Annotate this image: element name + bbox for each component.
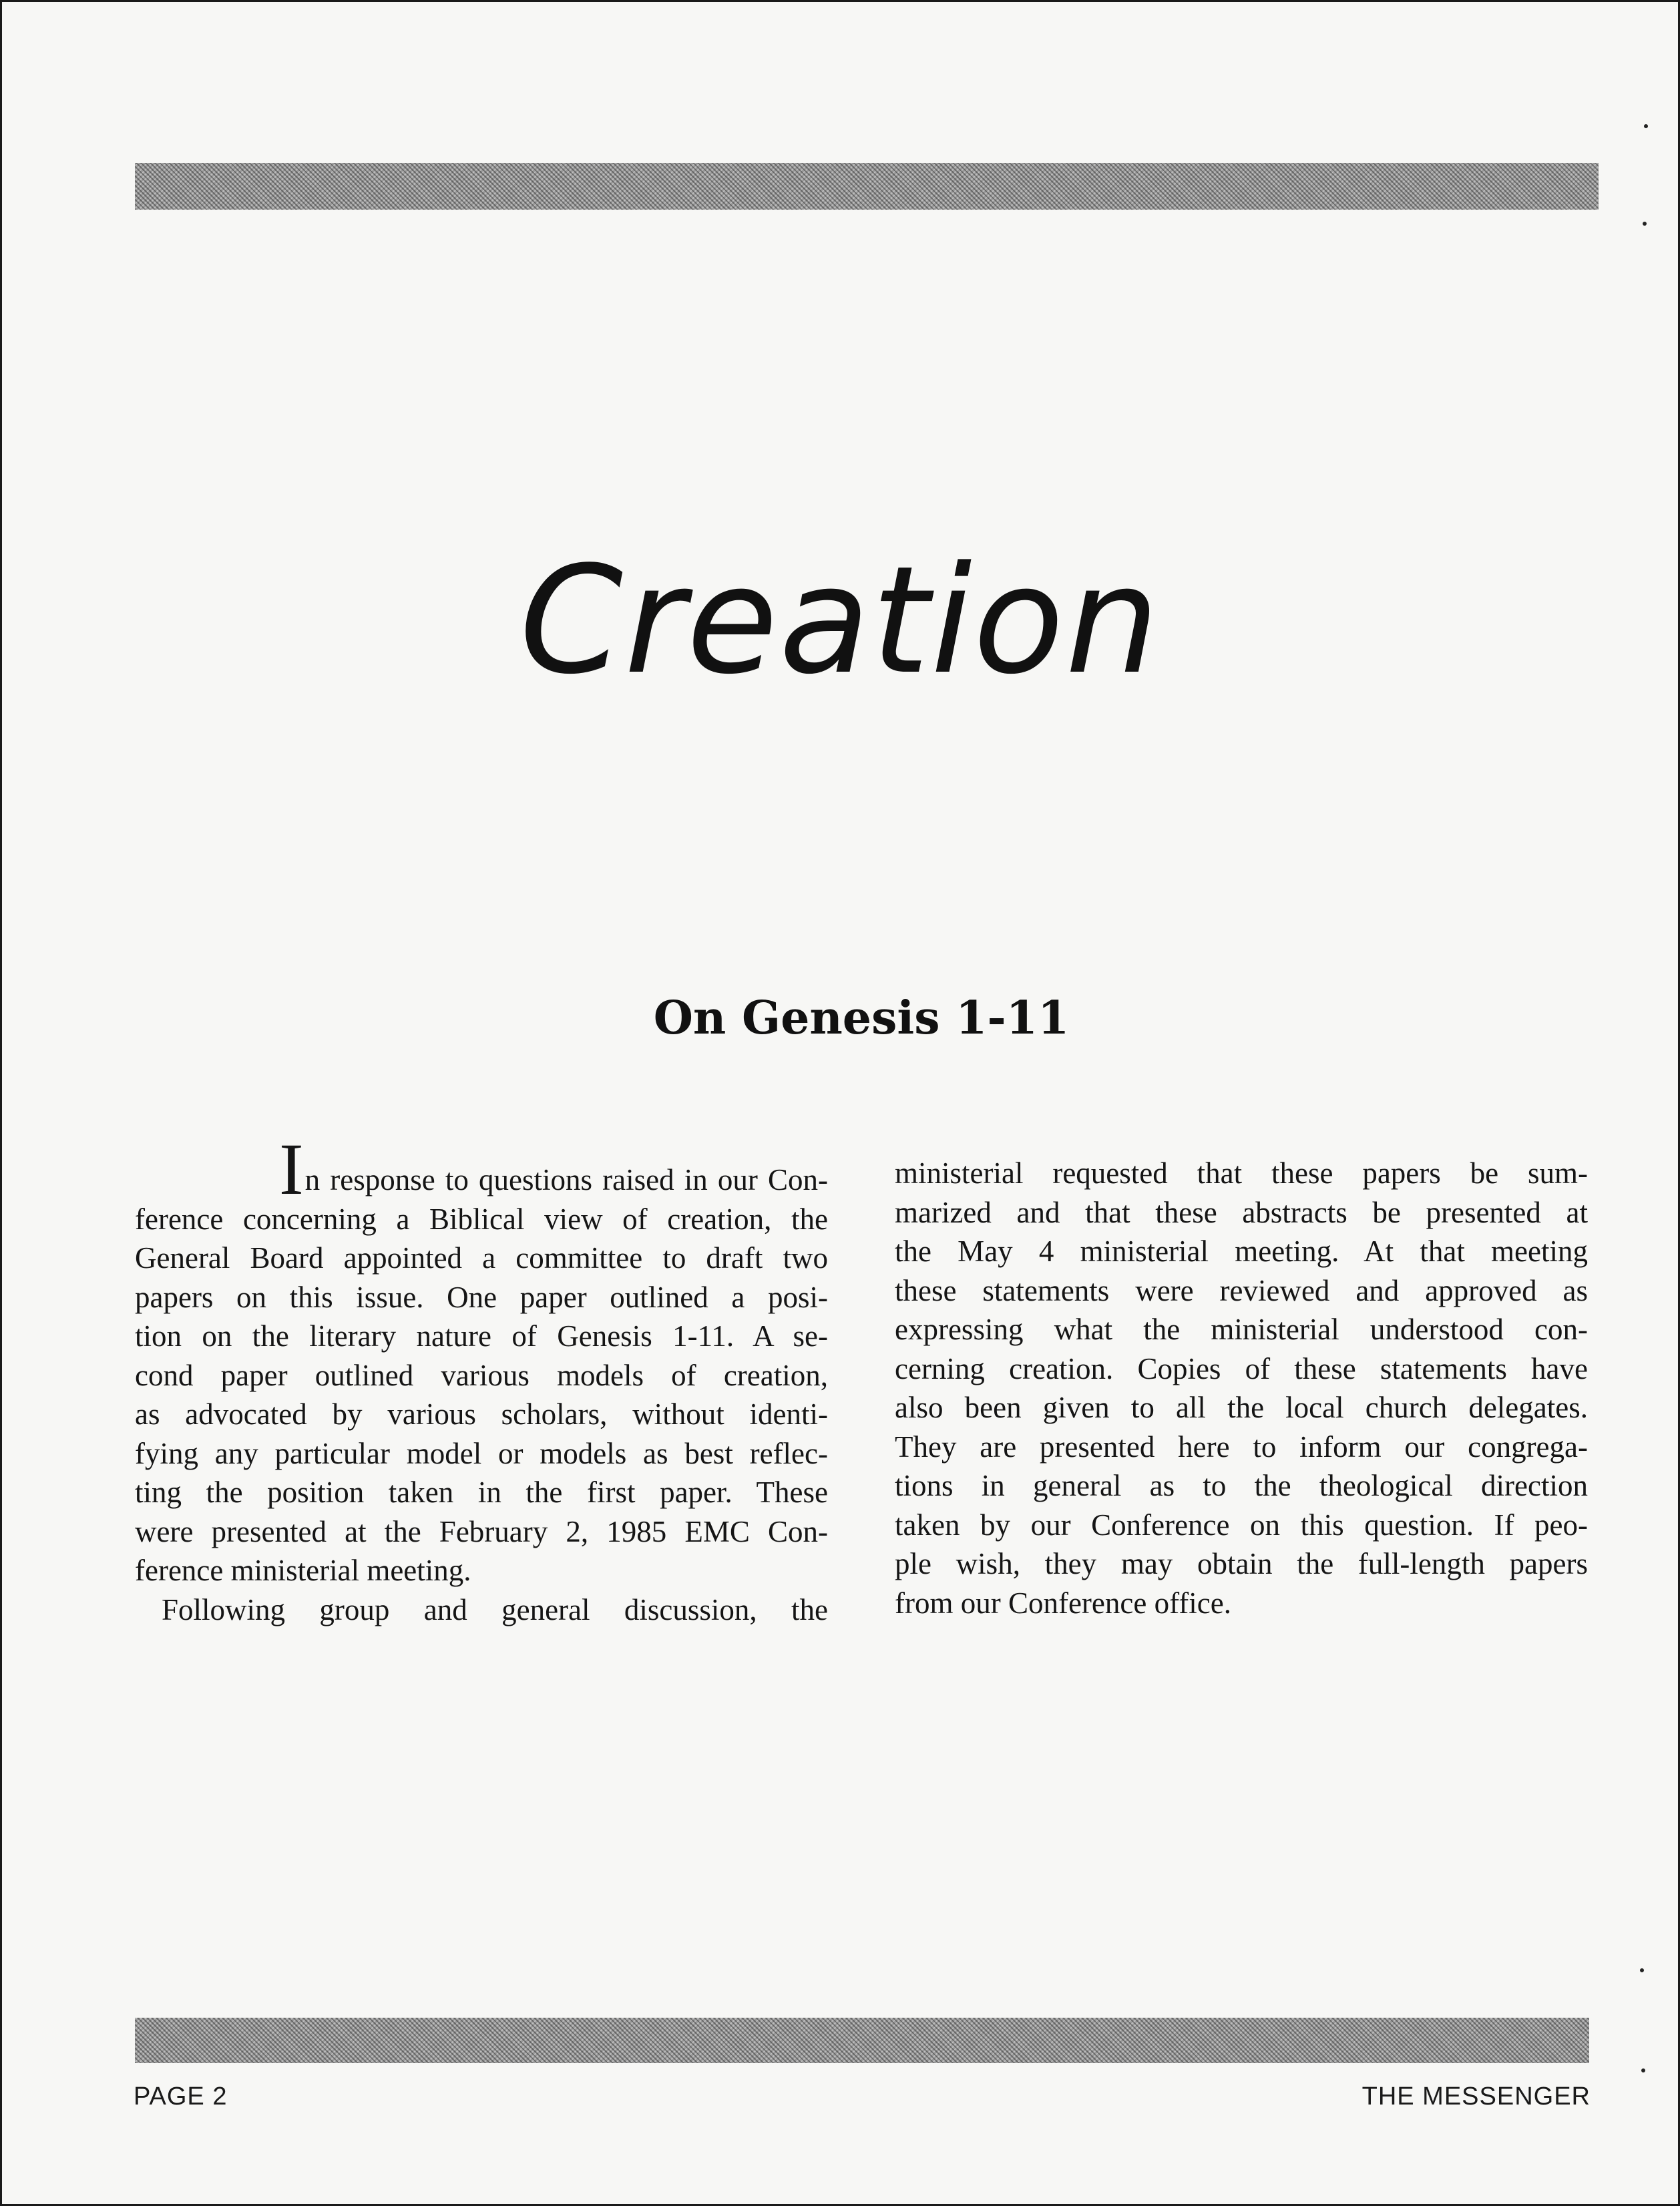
text-line: ting the position taken in the first paper. These — [135, 1476, 828, 1509]
text-line: cerning creation. Copies of these statements have — [895, 1351, 1588, 1385]
text-line-content: n response to questions raised in our Con- — [304, 1163, 828, 1196]
article-column-left — [135, 1128, 828, 1629]
text-line: tions in general as to the theological direction — [895, 1469, 1588, 1502]
text-line: marized and that these abstracts be presented at — [895, 1195, 1588, 1229]
page-title: Creation — [519, 535, 1161, 707]
text-line: tion on the literary nature of Genesis 1-11. A se- — [135, 1319, 828, 1353]
text-line: taken by our Conference on this question. If peo- — [895, 1508, 1588, 1542]
scan-speck — [1640, 1968, 1644, 1972]
text-line: They are presented here to inform our congrega- — [895, 1429, 1588, 1464]
text-line: expressing what the ministerial understood con- — [895, 1313, 1588, 1346]
text-line: ple wish, they may obtain the full-length papers — [895, 1547, 1588, 1580]
text-line: the May 4 ministerial meeting. At that meeting — [895, 1235, 1588, 1268]
text-line: papers on this issue. One paper outlined a posi- — [135, 1280, 828, 1314]
text-line: these statements were reviewed and approved as — [895, 1273, 1588, 1307]
article-subtitle: On Genesis 1-11 — [653, 991, 1070, 1045]
text-line: cond paper outlined various models of creation, — [135, 1358, 828, 1392]
text-line: ference ministerial meeting. — [135, 1554, 471, 1587]
text-line: General Board appointed a committee to draft two — [135, 1241, 828, 1275]
top-halftone-band — [135, 163, 1599, 210]
scan-speck — [1644, 124, 1648, 128]
drop-cap: I — [279, 1128, 304, 1210]
text-line: ference concerning a Biblical view of creation, the — [135, 1202, 828, 1236]
page-number: PAGE 2 — [134, 2082, 228, 2111]
text-line: ministerial requested that these papers be sum- — [895, 1156, 1588, 1190]
text-line — [135, 1128, 828, 1210]
text-line: also been given to all the local church delegates. — [895, 1391, 1588, 1424]
bottom-halftone-band — [135, 2018, 1589, 2063]
scan-speck — [1641, 2068, 1645, 2072]
text-line: fying any particular model or models as best reflec- — [135, 1436, 828, 1470]
text-line: as advocated by various scholars, without identi- — [135, 1397, 828, 1431]
scan-speck — [1643, 222, 1647, 226]
text-line: Following group and general discussion, the — [162, 1592, 828, 1626]
publication-name: THE MESSENGER — [1361, 2082, 1591, 2111]
article-column-right — [895, 1154, 1588, 1622]
text-line: were presented at the February 2, 1985 EMC Con- — [135, 1514, 828, 1548]
text-line: from our Conference office. — [895, 1586, 1231, 1620]
